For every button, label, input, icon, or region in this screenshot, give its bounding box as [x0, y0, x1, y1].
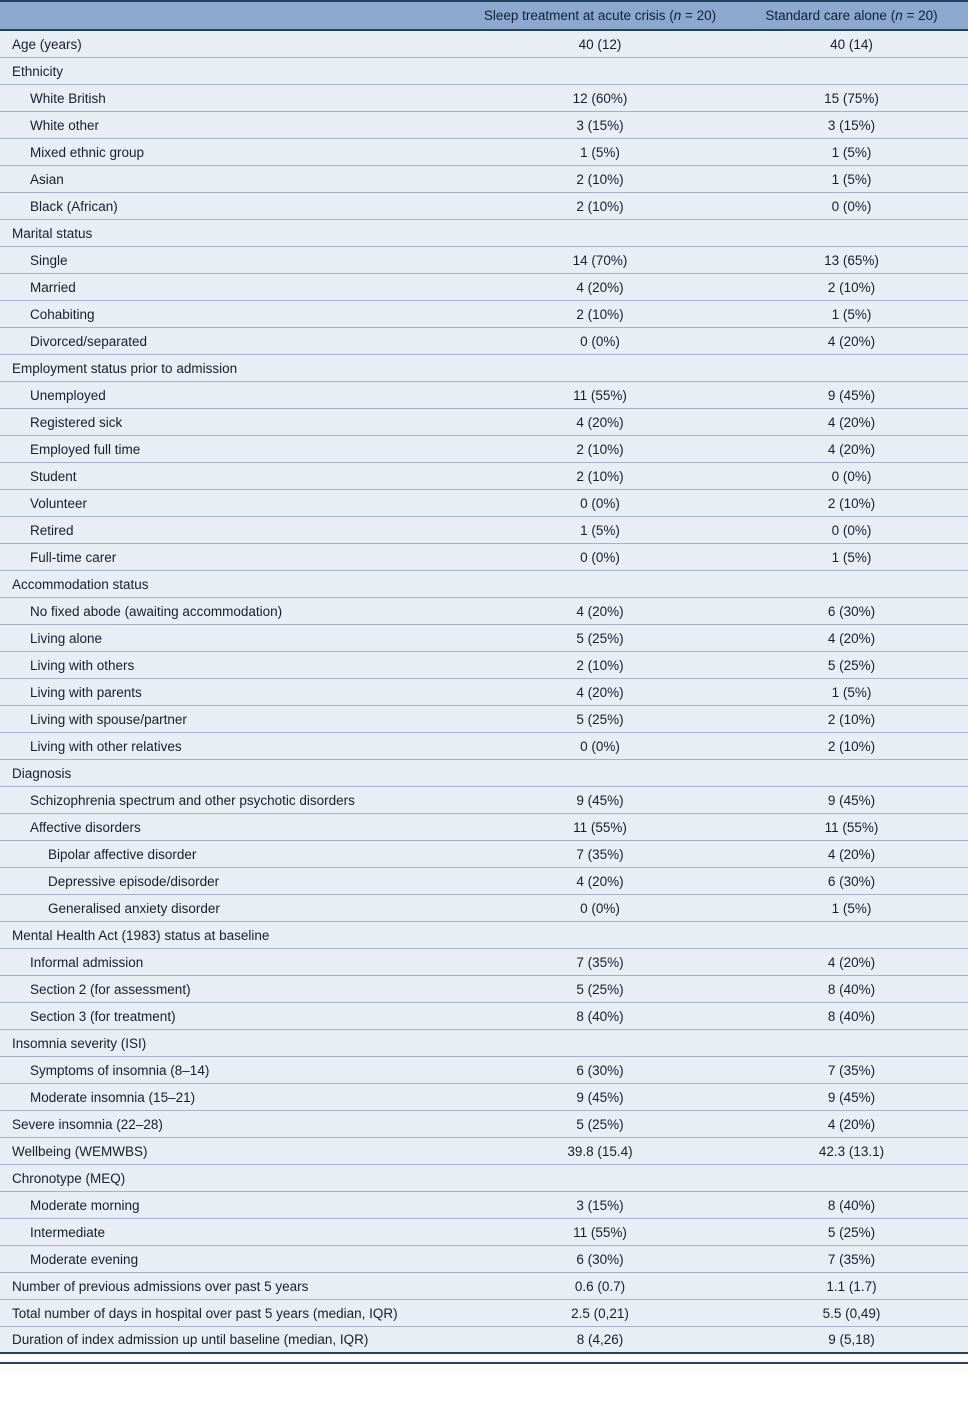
- column-header-sleep-treatment: [465, 8, 735, 23]
- table-row: [0, 625, 968, 652]
- standard-care-value: 15 (75%): [824, 90, 879, 106]
- row-label-cell: [0, 874, 465, 889]
- standard-care-value: 5.5 (0,49): [822, 1305, 881, 1321]
- row-label: Living with others: [30, 657, 135, 673]
- row-label-cell: [0, 982, 465, 997]
- row-label: Chronotype (MEQ): [12, 1170, 126, 1186]
- standard-care-value: 1 (5%): [831, 549, 872, 565]
- row-label-cell: [0, 1225, 465, 1240]
- table-row: [0, 976, 968, 1003]
- row-label: Employed full time: [30, 441, 141, 457]
- sleep-treatment-value: 2 (10%): [576, 306, 624, 322]
- row-label-cell: [0, 1144, 465, 1159]
- row-label: Full-time carer: [30, 549, 117, 565]
- row-label: Married: [30, 279, 76, 295]
- sleep-treatment-value: 40 (12): [578, 36, 622, 52]
- table-row: [0, 139, 968, 166]
- row-label-cell: [0, 253, 465, 268]
- column-header-text: Standard care alone (: [765, 8, 896, 23]
- table-row: [0, 814, 968, 841]
- table-row: [0, 112, 968, 139]
- sleep-treatment-value: 5 (25%): [576, 981, 624, 997]
- sleep-treatment-value: 0 (0%): [580, 495, 620, 511]
- row-label-cell: [0, 469, 465, 484]
- row-label: Symptoms of insomnia (8–14): [30, 1062, 210, 1078]
- table-body: [0, 31, 968, 1354]
- standard-care-value: 4 (20%): [827, 333, 876, 349]
- row-label: Intermediate: [30, 1224, 106, 1240]
- sleep-treatment-value: 2 (10%): [576, 441, 624, 457]
- standard-care-value: 2 (10%): [827, 738, 876, 754]
- table-row: [0, 1300, 968, 1327]
- table-row: [0, 355, 968, 382]
- table-row: [0, 1192, 968, 1219]
- column-header-text: = 20): [902, 8, 938, 23]
- row-label-cell: [0, 577, 465, 592]
- table-row: [0, 490, 968, 517]
- row-label: Moderate evening: [30, 1251, 139, 1267]
- row-label-cell: [0, 415, 465, 430]
- sleep-treatment-value: 0 (0%): [580, 900, 620, 916]
- standard-care-value: 1 (5%): [831, 900, 872, 916]
- row-label-cell: [0, 1171, 465, 1186]
- table-row: [0, 517, 968, 544]
- table-row: [0, 733, 968, 760]
- row-label: Black (African): [30, 198, 118, 214]
- row-label: Marital status: [12, 225, 93, 241]
- table-bottom-rule: [0, 1354, 968, 1364]
- table-row: [0, 1111, 968, 1138]
- sleep-treatment-value: 9 (45%): [576, 1089, 624, 1105]
- standard-care-value: 8 (40%): [827, 1008, 876, 1024]
- sleep-treatment-value: 5 (25%): [576, 630, 624, 646]
- row-label: Living with spouse/partner: [30, 711, 187, 727]
- table-row: [0, 1246, 968, 1273]
- table-row: [0, 1327, 968, 1354]
- standard-care-value: 0 (0%): [831, 198, 872, 214]
- row-label: Mental Health Act (1983) status at baseline: [12, 927, 270, 943]
- standard-care-value: 5 (25%): [827, 657, 876, 673]
- standard-care-value: 0 (0%): [831, 522, 872, 538]
- table-row: [0, 895, 968, 922]
- standard-care-value: 9 (45%): [827, 387, 876, 403]
- standard-care-value: 0 (0%): [831, 468, 872, 484]
- sleep-treatment-value: 4 (20%): [576, 873, 624, 889]
- table-row: [0, 247, 968, 274]
- row-label-cell: [0, 361, 465, 376]
- table-row: [0, 652, 968, 679]
- sleep-treatment-value: 2 (10%): [576, 171, 624, 187]
- table-row: [0, 949, 968, 976]
- sleep-treatment-value: 0.6 (0.7): [574, 1278, 626, 1294]
- table-row: [0, 1084, 968, 1111]
- table-row: [0, 463, 968, 490]
- sleep-treatment-value: 2 (10%): [576, 198, 624, 214]
- sleep-treatment-value: 3 (15%): [576, 1197, 624, 1213]
- table-row: [0, 31, 968, 58]
- row-label: White other: [30, 117, 100, 133]
- row-label: Diagnosis: [12, 765, 72, 781]
- standard-care-value: 8 (40%): [827, 1197, 876, 1213]
- row-label: Living alone: [30, 630, 103, 646]
- row-label-cell: [0, 280, 465, 295]
- row-label: White British: [30, 90, 106, 106]
- standard-care-value: 4 (20%): [827, 441, 876, 457]
- sleep-treatment-value: 5 (25%): [576, 711, 624, 727]
- standard-care-value: 4 (20%): [827, 630, 876, 646]
- standard-care-value: 5 (25%): [827, 1224, 876, 1240]
- row-label: Severe insomnia (22–28): [12, 1116, 163, 1132]
- standard-care-value: 1.1 (1.7): [826, 1278, 877, 1294]
- sleep-treatment-value: 11 (55%): [573, 1224, 627, 1240]
- table-row: [0, 598, 968, 625]
- row-label: Employment status prior to admission: [12, 360, 238, 376]
- table-row: [0, 1273, 968, 1300]
- table-row: [0, 1030, 968, 1057]
- row-label-cell: [0, 766, 465, 781]
- sleep-treatment-value: 1 (5%): [580, 522, 620, 538]
- standard-care-value: 9 (45%): [827, 1089, 876, 1105]
- row-label-cell: [0, 334, 465, 349]
- standard-care-value: 9 (45%): [827, 792, 876, 808]
- table-row: [0, 571, 968, 598]
- row-label: Moderate insomnia (15–21): [30, 1089, 196, 1105]
- row-label-cell: [0, 1063, 465, 1078]
- row-label: Insomnia severity (ISI): [12, 1035, 147, 1051]
- sleep-treatment-value: 39.8 (15.4): [567, 1143, 633, 1159]
- row-label: Age (years): [12, 36, 82, 52]
- row-label-cell: [0, 523, 465, 538]
- row-label-cell: [0, 1036, 465, 1051]
- sleep-treatment-value: 2 (10%): [576, 657, 624, 673]
- standard-care-value: 3 (15%): [827, 117, 876, 133]
- sleep-treatment-value: 2 (10%): [576, 468, 624, 484]
- standard-care-value: 1 (5%): [831, 171, 872, 187]
- sleep-treatment-value: 3 (15%): [576, 117, 624, 133]
- row-label: Accommodation status: [12, 576, 149, 592]
- table-row: [0, 274, 968, 301]
- row-label: Mixed ethnic group: [30, 144, 145, 160]
- row-label-cell: [0, 307, 465, 322]
- row-label-cell: [0, 91, 465, 106]
- row-label-cell: [0, 820, 465, 835]
- row-label-cell: [0, 145, 465, 160]
- table-row: [0, 1138, 968, 1165]
- row-label-cell: [0, 793, 465, 808]
- row-label: Total number of days in hospital over past 5 years (median, IQR): [12, 1305, 398, 1321]
- sleep-treatment-value: 9 (45%): [576, 792, 624, 808]
- row-label-cell: [0, 550, 465, 565]
- row-label: Bipolar affective disorder: [48, 846, 197, 862]
- standard-care-value: 6 (30%): [827, 603, 876, 619]
- table-row: [0, 787, 968, 814]
- sleep-treatment-value: 6 (30%): [576, 1062, 624, 1078]
- sleep-treatment-value: 0 (0%): [580, 333, 620, 349]
- table-header-row: [0, 0, 968, 31]
- row-label-cell: [0, 631, 465, 646]
- row-label-cell: [0, 712, 465, 727]
- sleep-treatment-value: 4 (20%): [576, 279, 624, 295]
- table-row: [0, 193, 968, 220]
- sleep-treatment-value: 6 (30%): [576, 1251, 624, 1267]
- row-label: Duration of index admission up until baseline (median, IQR): [12, 1332, 369, 1347]
- standard-care-value: 13 (65%): [824, 252, 879, 268]
- row-label: Living with parents: [30, 684, 142, 700]
- sleep-treatment-value: 8 (4,26): [576, 1332, 624, 1347]
- row-label-cell: [0, 847, 465, 862]
- sleep-treatment-value: 7 (35%): [576, 846, 624, 862]
- table-row: [0, 544, 968, 571]
- table-row: [0, 760, 968, 787]
- row-label-cell: [0, 1279, 465, 1294]
- sleep-treatment-value: 8 (40%): [576, 1008, 624, 1024]
- row-label-cell: [0, 1117, 465, 1132]
- row-label: Retired: [30, 522, 74, 538]
- row-label: Single: [30, 252, 68, 268]
- column-header-standard-care: [735, 8, 968, 23]
- standard-care-value: 1 (5%): [831, 144, 872, 160]
- row-label-cell: [0, 1090, 465, 1105]
- row-label: Section 3 (for treatment): [30, 1008, 176, 1024]
- column-header-text: Sleep treatment at acute crisis (: [483, 8, 674, 23]
- sleep-treatment-value: 4 (20%): [576, 414, 624, 430]
- row-label: Registered sick: [30, 414, 123, 430]
- n-variable: n: [673, 8, 682, 23]
- row-label-cell: [0, 118, 465, 133]
- row-label-cell: [0, 199, 465, 214]
- row-label-cell: [0, 64, 465, 79]
- table-row: [0, 841, 968, 868]
- standard-care-value: 1 (5%): [831, 306, 872, 322]
- row-label: Schizophrenia spectrum and other psychotic disorders: [30, 792, 355, 808]
- table-row: [0, 679, 968, 706]
- standard-care-value: 6 (30%): [827, 873, 876, 889]
- standard-care-value: 7 (35%): [827, 1251, 876, 1267]
- n-variable: n: [895, 8, 903, 23]
- row-label-cell: [0, 442, 465, 457]
- sleep-treatment-value: 7 (35%): [576, 954, 624, 970]
- table-row: [0, 922, 968, 949]
- standard-care-value: 11 (55%): [824, 819, 879, 835]
- row-label-cell: [0, 388, 465, 403]
- row-label-cell: [0, 1009, 465, 1024]
- standard-care-value: 1 (5%): [831, 684, 872, 700]
- row-label-cell: [0, 1198, 465, 1213]
- row-label-cell: [0, 685, 465, 700]
- standard-care-value: 42.3 (13.1): [818, 1143, 885, 1159]
- row-label: Asian: [30, 171, 64, 187]
- standard-care-value: 40 (14): [830, 36, 873, 52]
- sleep-treatment-value: 1 (5%): [580, 144, 620, 160]
- sleep-treatment-value: 4 (20%): [576, 603, 624, 619]
- standard-care-value: 2 (10%): [827, 495, 876, 511]
- standard-care-value: 7 (35%): [827, 1062, 876, 1078]
- row-label: Informal admission: [30, 954, 144, 970]
- row-label: Student: [30, 468, 77, 484]
- row-label: Wellbeing (WEMWBS): [12, 1143, 148, 1159]
- row-label: Section 2 (for assessment): [30, 981, 191, 997]
- row-label: Divorced/separated: [30, 333, 148, 349]
- row-label: Volunteer: [30, 495, 88, 511]
- sleep-treatment-value: 5 (25%): [576, 1116, 624, 1132]
- table-row: [0, 166, 968, 193]
- row-label: Moderate morning: [30, 1197, 140, 1213]
- table-row: [0, 382, 968, 409]
- row-label: Affective disorders: [30, 819, 141, 835]
- row-label-cell: [0, 658, 465, 673]
- row-label-cell: [0, 1252, 465, 1267]
- sleep-treatment-value: 0 (0%): [580, 738, 620, 754]
- row-label: Living with other relatives: [30, 738, 182, 754]
- row-label: Ethnicity: [12, 63, 64, 79]
- table-row: [0, 220, 968, 247]
- sleep-treatment-value: 0 (0%): [580, 549, 620, 565]
- sleep-treatment-value: 2.5 (0,21): [571, 1305, 629, 1321]
- standard-care-value: 4 (20%): [827, 1116, 876, 1132]
- row-label-cell: [0, 226, 465, 241]
- row-label-cell: [0, 172, 465, 187]
- sleep-treatment-value: 4 (20%): [576, 684, 624, 700]
- table-row: [0, 328, 968, 355]
- standard-care-value: 8 (40%): [827, 981, 876, 997]
- table-row: [0, 1165, 968, 1192]
- row-label-cell: [0, 901, 465, 916]
- row-label-cell: [0, 955, 465, 970]
- table-row: [0, 409, 968, 436]
- table-row: [0, 706, 968, 733]
- row-label: Generalised anxiety disorder: [48, 900, 220, 916]
- row-label: Cohabiting: [30, 306, 95, 322]
- standard-care-value: 4 (20%): [827, 846, 876, 862]
- row-label: No fixed abode (awaiting accommodation): [30, 603, 283, 619]
- table-row: [0, 1219, 968, 1246]
- row-label-cell: [0, 1332, 465, 1347]
- row-label-cell: [0, 1306, 465, 1321]
- standard-care-value: 2 (10%): [827, 279, 876, 295]
- standard-care-value: 4 (20%): [827, 954, 876, 970]
- table-row: [0, 58, 968, 85]
- table-row: [0, 85, 968, 112]
- standard-care-value: 2 (10%): [827, 711, 876, 727]
- sleep-treatment-value: 12 (60%): [572, 90, 628, 106]
- row-label-cell: [0, 604, 465, 619]
- row-label: Unemployed: [30, 387, 106, 403]
- column-header-text: = 20): [681, 8, 717, 23]
- row-label-cell: [0, 928, 465, 943]
- row-label-cell: [0, 496, 465, 511]
- table-row: [0, 1003, 968, 1030]
- sleep-treatment-value: 11 (55%): [573, 819, 627, 835]
- standard-care-value: 4 (20%): [827, 414, 876, 430]
- table-row: [0, 1057, 968, 1084]
- sleep-treatment-value: 14 (70%): [572, 252, 628, 268]
- standard-care-value: 9 (5,18): [828, 1332, 875, 1347]
- table-row: [0, 868, 968, 895]
- sleep-treatment-value: 11 (55%): [573, 387, 627, 403]
- row-label: Depressive episode/disorder: [48, 873, 220, 889]
- row-label-cell: [0, 739, 465, 754]
- row-label: Number of previous admissions over past 5 years: [12, 1278, 309, 1294]
- table-row: [0, 301, 968, 328]
- row-label-cell: [0, 37, 465, 52]
- table-row: [0, 436, 968, 463]
